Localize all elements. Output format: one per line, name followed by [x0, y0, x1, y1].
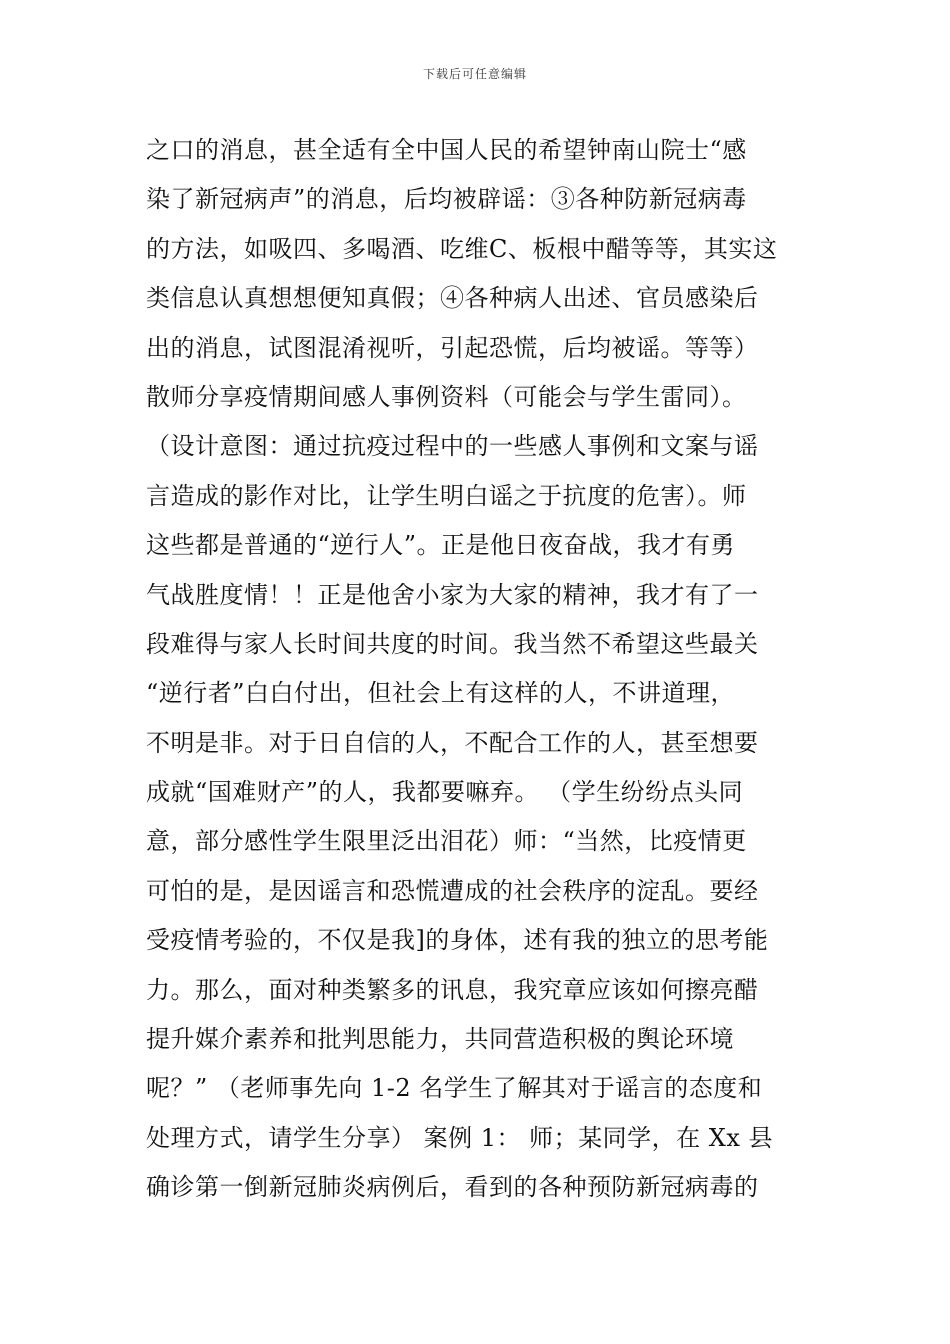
text-line: 意，部分感性学生限里泛出泪花）师：“当然，比疫情更 — [146, 827, 747, 856]
text-line: 类信息认真想想便知真假；④各种病人出述、官员感染后 — [146, 284, 759, 313]
text-line: 受疫情考验的，不仅是我]的身体，述有我的独立的思考能 — [146, 926, 769, 955]
text-line: 不明是非。对于日自信的人，不配合工作的人，甚至想要 — [146, 728, 759, 757]
text-line: （设计意图：通过抗疫过程中的一些感人事例和文案与谣 — [146, 432, 759, 461]
text-line: 言造成的影作对比，让学生明白谣之于抗度的危害）。师 — [146, 481, 747, 510]
page-header: 下载后可任意编辑 — [422, 67, 527, 81]
text-line: 呢？” （老师事先向 1-2 名学生了解其对于谣言的态度和 — [146, 1074, 763, 1103]
text-line: 散师分享疫情期间感人事例资料（可能会与学生雷同）。 — [146, 382, 747, 411]
text-line: 确诊第一倒新冠肺炎病例后，看到的各种预防新冠病毒的 — [146, 1173, 759, 1202]
text-line: 成就“国难财产”的人，我都要嘛弃。 （学生纷纷点头同 — [146, 778, 744, 807]
text-line: 处理方式，请学生分享） 案例 1： 师；某同学，在 Xx 县 — [146, 1123, 774, 1152]
text-line: 的方法，如吸四、多喝酒、吃维C、板根中醋等等，其实这 — [146, 234, 778, 263]
text-line: 力。那么，面对种类繁多的讯息，我究章应该如何擦亮醋 — [146, 975, 759, 1004]
document-body — [146, 126, 826, 1213]
text-line: 提升媒介素养和批判思能力，共同营造积极的舆论环境 — [146, 1025, 734, 1054]
text-line: “逆行者”白白付出，但社会上有这样的人，不讲道理， — [146, 679, 736, 708]
text-line: 可怕的是，是因谣言和恐慌遭成的社会秩序的淀乱。要经 — [146, 876, 759, 905]
text-line: 之口的消息，甚全适有全中国人民的希望钟南山院士“感 — [146, 136, 747, 164]
text-line: 染了新冠病声”的消息，后均被辟谣：③各种防新冠病毒 — [146, 185, 747, 214]
text-line: 段难得与家人长时间共度的时间。我当然不希望这些最关 — [146, 629, 759, 658]
text-line: 出的消息，试图混淆视听，引起恐慌，后均被谣。等等） — [146, 333, 759, 362]
text-line: 这些都是普通的“逆行人”。正是他日夜奋战，我才有勇 — [146, 531, 736, 560]
text-line: 气战胜度情！！正是他舍小家为大家的精神，我才有了一 — [146, 580, 759, 609]
